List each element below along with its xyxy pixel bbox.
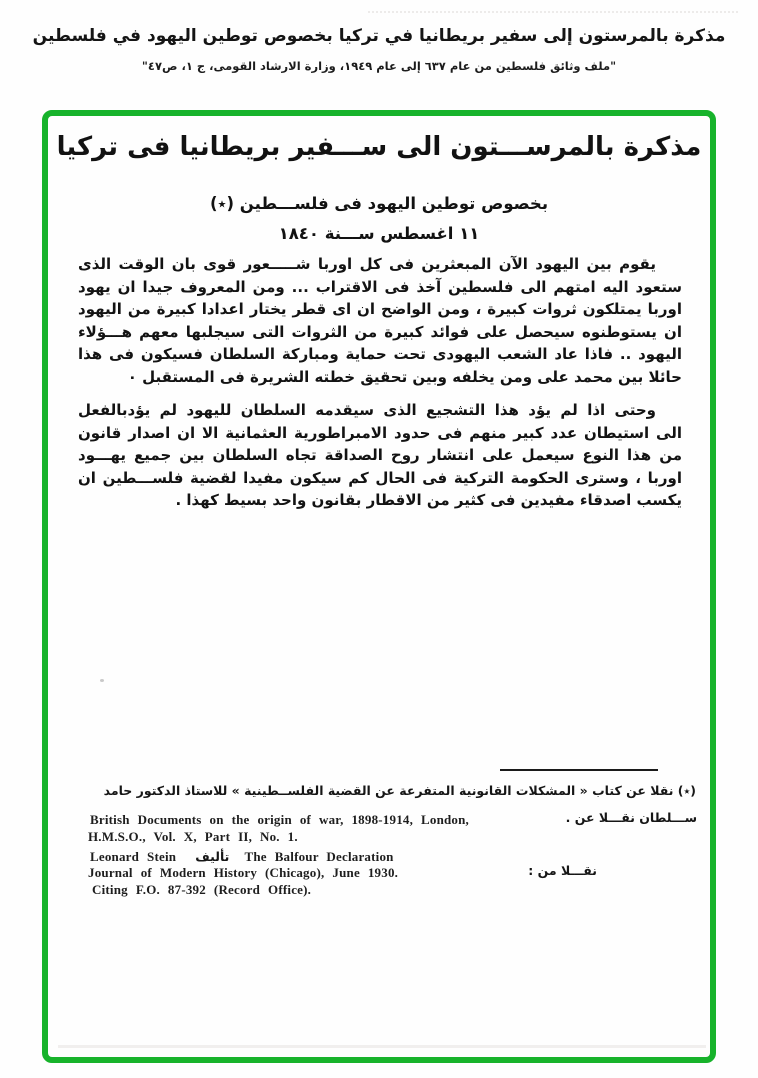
paragraph-line: يقوم بين اليهود الآن المبعثرين فى كل اوربا شـــــعور قوى بان الوقت الذى <box>78 255 656 273</box>
footnote-quoted-from-label: نقـــلا من : <box>528 863 597 878</box>
paragraph-line: ستعود اليه امتهم الى فلسطين آخذ فى الاقتراب ... ومن المعروف جيدا ان يهود <box>78 277 682 296</box>
paragraph-line: اليهود .. فاذا عاد الشعب اليهودى تحت حماية ومباركة السلطان فسيكون فى هذا <box>78 345 682 363</box>
page-header-source: "ملف وثائق فلسطين من عام ٦٣٧ إلى عام ١٩٤٩، وزارة الارشاد القومى، ج ١، ص٤٧" <box>141 59 617 73</box>
paragraph-line: اوربا يمتلكون ثروات كبيرة ، ومن الواضح ان اى قطر يختار اعدادا كبيرة من اليهود <box>78 300 682 318</box>
scan-artifact-dot <box>100 679 104 682</box>
footnote-ref-journal: Journal of Modern History (Chicago), June 1930. <box>88 865 399 880</box>
footnote-ref-hmso: H.M.S.O., Vol. X, Part II, No. 1. <box>88 829 298 844</box>
scan-artifact-top <box>368 11 738 13</box>
footnote-ref-stein-title: The Balfour Declaration <box>244 849 394 864</box>
footnote-source-arabic-continuation: ســـلطان نقـــلا عن . <box>565 810 697 825</box>
paragraph-2 <box>78 399 682 512</box>
paragraph-line: الى استيطان عدد كبير منهم فى حدود الامبراطورية العثمانية الا ان اصدار قانون <box>78 423 682 442</box>
paragraph-1 <box>78 253 682 388</box>
footnote-source-arabic: (٭) نقلا عن كتاب « المشكلات القانونية المتفرعة عن القضية الفلســطينية » للاستاذ الدكتور حامد <box>103 783 696 798</box>
paragraph-line: يكسب اصدقاء مفيدين فى كثير من الاقطار بقانون واحد بسيط كهذا . <box>175 491 682 509</box>
footnote-ref-citing: Citing F.O. 87-392 (Record Office). <box>92 882 312 897</box>
footnote-ref-stein-arabic-author-label: تأليف <box>195 849 230 864</box>
paragraph-line: حائلا بين محمد على ومن يخلفه وبين تحقيق خطته الشريرة فى المستقبل ٠ <box>127 367 682 386</box>
footnote-separator-rule <box>500 769 658 771</box>
footnote-ref-british-documents: British Documents on the origin of war, 1898-1914, London, <box>90 812 470 827</box>
footnote-ref-stein-author: Leonard Stein <box>90 849 177 864</box>
document-subtitle: بخصوص توطين اليهود فى فلســـطين (٭) <box>209 194 549 213</box>
paragraph-line: اوربا ، وسترى الحكومة التركية فى الحال كم سيكون مفيدا لقضية فلســـطين ان <box>78 468 682 487</box>
document-title: مذكرة بالمرســـتون الى ســـفير بريطانيا فى تركيا <box>56 132 702 162</box>
paragraph-line: ان يستوطنوه سيحصل على فوائد كبيرة من الثروات التى سيجلبها معهم هـــؤلاء <box>78 322 682 341</box>
paragraph-line: من هذا النوع سيعمل على انتشار روح الصداقة تجاه السلطان بين جميع يهـــود <box>78 446 682 464</box>
page-header-title: مذكرة بالمرستون إلى سفير بريطانيا في تركيا بخصوص توطين اليهود في فلسطين <box>32 26 726 46</box>
green-highlight-frame <box>42 110 716 1063</box>
paragraph-line: وحتى اذا لم يؤد هذا التشجيع الذى سيقدمه السلطان لليهود لم يؤدبالفعل <box>78 401 656 419</box>
document-date: ١١ اغسطس ســـنة ١٨٤٠ <box>278 224 480 243</box>
footnote-ref-stein <box>90 846 394 865</box>
